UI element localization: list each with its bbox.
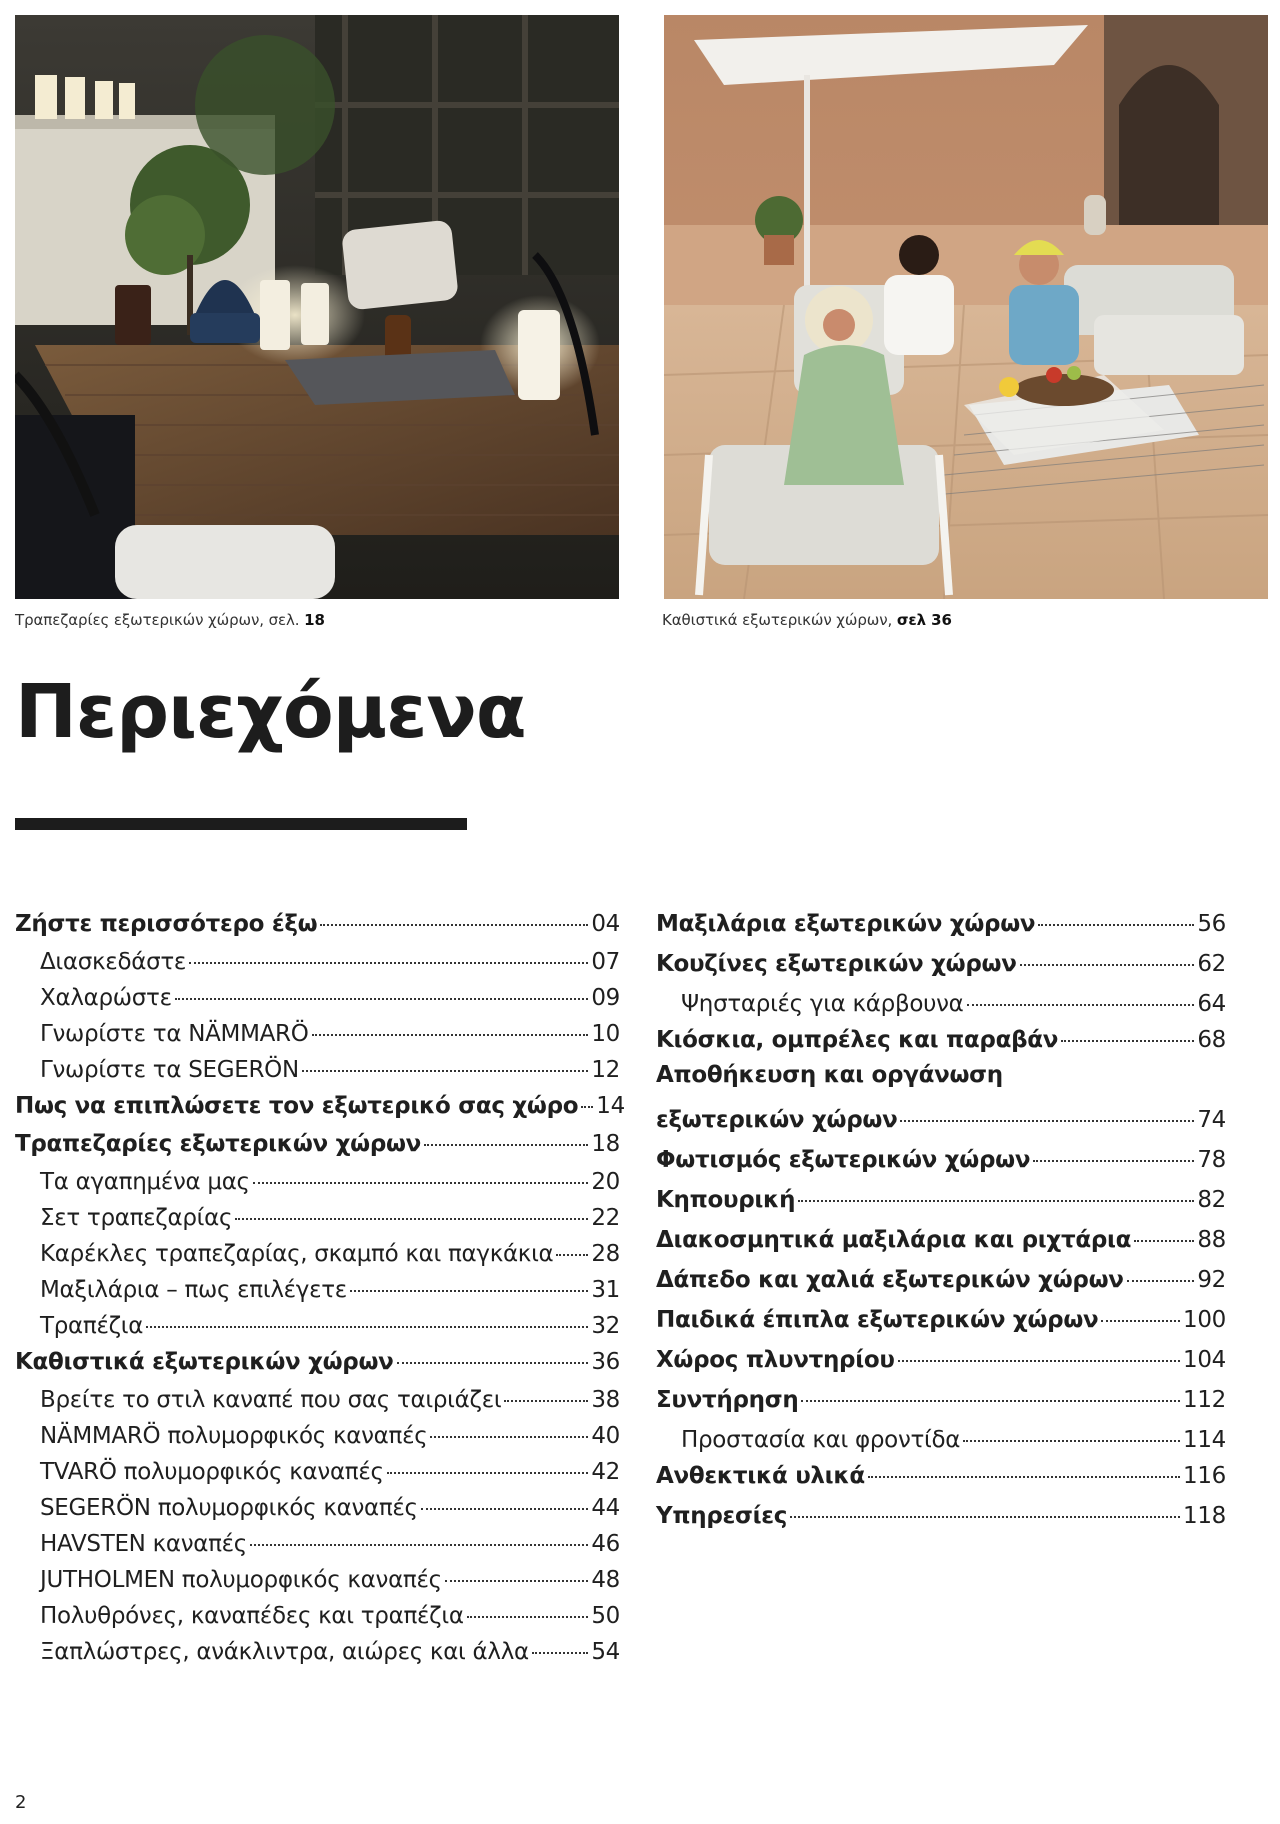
toc-entry-page: 64 (1197, 991, 1226, 1017)
toc-entry-page: 22 (591, 1205, 620, 1231)
toc-entry-page: 38 (591, 1387, 620, 1413)
toc-dot-leader (253, 1159, 589, 1184)
toc-entry-page: 31 (591, 1277, 620, 1303)
table-of-contents-left (15, 906, 625, 1670)
toc-dot-leader (1061, 1017, 1194, 1042)
toc-entry-page: 04 (591, 911, 620, 937)
toc-entry-label: Διασκεδάστε (40, 949, 187, 975)
toc-dot-leader (868, 1453, 1180, 1478)
toc-entry[interactable] (656, 1498, 1226, 1538)
toc-dot-leader (963, 1417, 1180, 1442)
toc-entry-page: 104 (1183, 1347, 1226, 1373)
toc-entry-label: JUTHOLMEN πολυμορφικός καναπές (40, 1567, 442, 1593)
photo-caption-dining (15, 611, 325, 629)
toc-entry-page: 56 (1197, 911, 1226, 937)
toc-dot-leader (397, 1339, 589, 1364)
toc-dot-leader (532, 1629, 588, 1654)
toc-entry-label: Πολυθρόνες, καναπέδες και τραπέζια (40, 1603, 464, 1629)
toc-dot-leader (175, 975, 589, 1000)
toc-dot-leader (900, 1097, 1194, 1122)
toc-dot-leader (445, 1557, 589, 1582)
toc-entry-page: 07 (591, 949, 620, 975)
toc-dot-leader (581, 1083, 593, 1108)
page-title: Περιεχόμενα (15, 669, 526, 755)
toc-entry-label: Τραπέζια (40, 1313, 144, 1339)
toc-entry-label: Ζήστε περισσότερο έξω (15, 911, 318, 937)
toc-entry-label: Φωτισμός εξωτερικών χώρων (656, 1147, 1031, 1173)
toc-dot-leader (424, 1121, 588, 1146)
toc-entry[interactable] (656, 1222, 1226, 1262)
toc-entry-page: 82 (1197, 1187, 1226, 1213)
toc-entry-page: 42 (591, 1459, 620, 1485)
toc-entry-page: 54 (591, 1639, 620, 1665)
toc-entry-label: Γνωρίστε τα SEGERÖN (40, 1057, 299, 1083)
toc-entry-label: Χώρος πλυντηρίου (656, 1347, 895, 1373)
toc-entry[interactable] (656, 1022, 1226, 1062)
toc-dot-leader (312, 1011, 589, 1036)
toc-entry[interactable] (656, 1262, 1226, 1302)
caption-page: 18 (304, 611, 325, 629)
toc-entry-label: Βρείτε το στιλ καναπέ που σας ταιριάζει (40, 1387, 502, 1413)
toc-entry-label: εξωτερικών χώρων (656, 1107, 898, 1133)
toc-entry-label: Κιόσκια, ομπρέλες και παραβάν (656, 1027, 1059, 1053)
toc-entry-page: 28 (591, 1241, 620, 1267)
toc-dot-leader (467, 1593, 589, 1618)
toc-dot-leader (1038, 901, 1194, 926)
toc-entry[interactable] (656, 946, 1226, 986)
table-of-contents-right (656, 906, 1226, 1538)
toc-entry-label: Δάπεδο και χαλιά εξωτερικών χώρων (656, 1267, 1124, 1293)
toc-dot-leader (898, 1337, 1180, 1362)
toc-entry-label: Συντήρηση (656, 1387, 799, 1413)
toc-entry-label: Χαλαρώστε (40, 985, 172, 1011)
toc-entry-page: 48 (591, 1567, 620, 1593)
toc-entry[interactable] (15, 1598, 620, 1634)
toc-entry-label: Γνωρίστε τα NÄMMARÖ (40, 1021, 309, 1047)
toc-dot-leader (1033, 1137, 1194, 1162)
toc-entry-page: 14 (596, 1093, 625, 1119)
toc-entry-page: 50 (591, 1603, 620, 1629)
toc-dot-leader (1134, 1217, 1194, 1242)
toc-entry-page: 10 (591, 1021, 620, 1047)
toc-entry[interactable] (656, 906, 1226, 946)
toc-entry-page: 68 (1197, 1027, 1226, 1053)
title-underline-rule (15, 818, 467, 830)
caption-page: σελ 36 (896, 611, 952, 629)
toc-dot-leader (350, 1267, 588, 1292)
toc-entry[interactable] (656, 1142, 1226, 1182)
toc-entry-page: 09 (591, 985, 620, 1011)
toc-entry-label: Αποθήκευση και οργάνωση (656, 1062, 1003, 1088)
toc-dot-leader (801, 1377, 1180, 1402)
toc-dot-leader (250, 1521, 588, 1546)
toc-entry-page: 112 (1183, 1387, 1226, 1413)
toc-entry-label: Μαξιλάρια εξωτερικών χώρων (656, 911, 1036, 937)
toc-entry-page: 36 (591, 1349, 620, 1375)
toc-entry-label: Υπηρεσίες (656, 1503, 788, 1529)
toc-entry-page: 100 (1183, 1307, 1226, 1333)
toc-dot-leader (146, 1303, 588, 1328)
toc-entry-page: 46 (591, 1531, 620, 1557)
toc-dot-leader (967, 981, 1195, 1006)
toc-entry-page: 44 (591, 1495, 620, 1521)
toc-entry-label: Κουζίνες εξωτερικών χώρων (656, 951, 1017, 977)
toc-dot-leader (798, 1177, 1194, 1202)
toc-entry[interactable] (656, 1458, 1226, 1498)
toc-entry-page: 20 (591, 1169, 620, 1195)
toc-entry-label: Ξαπλώστρες, ανάκλιντρα, αιώρες και άλλα (40, 1639, 529, 1665)
toc-dot-leader (1101, 1297, 1180, 1322)
toc-entry-page: 78 (1197, 1147, 1226, 1173)
toc-entry[interactable] (15, 1200, 620, 1236)
toc-entry-label: Προστασία και φροντίδα (681, 1427, 961, 1453)
toc-dot-leader (235, 1195, 588, 1220)
photo-caption-lounge (662, 611, 952, 629)
toc-entry-label: TVARÖ πολυμορφικός καναπές (40, 1459, 384, 1485)
toc-entry-label: Τραπεζαρίες εξωτερικών χώρων (15, 1131, 422, 1157)
toc-entry[interactable] (656, 1062, 1226, 1102)
toc-entry-label: Καρέκλες τραπεζαρίας, σκαμπό και παγκάκια (40, 1241, 554, 1267)
toc-entry-label: Σετ τραπεζαρίας (40, 1205, 233, 1231)
outdoor-lounge-photo (664, 15, 1268, 599)
toc-dot-leader (302, 1047, 588, 1072)
toc-dot-leader (504, 1377, 588, 1402)
page-number: 2 (15, 1792, 27, 1813)
toc-entry-page: 32 (591, 1313, 620, 1339)
toc-entry-page: 92 (1197, 1267, 1226, 1293)
toc-entry-page: 62 (1197, 951, 1226, 977)
toc-entry-label: NÄMMARÖ πολυμορφικός καναπές (40, 1423, 428, 1449)
toc-entry[interactable] (656, 1182, 1226, 1222)
outdoor-dining-photo (15, 15, 619, 599)
toc-entry[interactable] (15, 1634, 620, 1670)
toc-dot-leader (189, 939, 588, 964)
toc-entry-page: 116 (1183, 1463, 1226, 1489)
toc-dot-leader (1127, 1257, 1195, 1282)
toc-dot-leader (1020, 941, 1195, 966)
toc-entry-page: 88 (1197, 1227, 1226, 1253)
toc-entry[interactable] (15, 1052, 620, 1088)
toc-entry-label: Ανθεκτικά υλικά (656, 1463, 865, 1489)
toc-entry-label: Τα αγαπημένα μας (40, 1169, 250, 1195)
toc-entry-label: Μαξιλάρια – πως επιλέγετε (40, 1277, 347, 1303)
toc-entry-label: HAVSTEN καναπές (40, 1531, 247, 1557)
toc-entry-page: 18 (591, 1131, 620, 1157)
toc-dot-leader (790, 1493, 1180, 1518)
toc-dot-leader (387, 1449, 589, 1474)
caption-text: Τραπεζαρίες εξωτερικών χώρων, σελ. (15, 611, 305, 629)
toc-entry-label: Ψησταριές για κάρβουνα (681, 991, 964, 1017)
toc-entry-label: Κηπουρική (656, 1187, 796, 1213)
toc-entry-page: 74 (1197, 1107, 1226, 1133)
toc-dot-leader (320, 901, 588, 926)
toc-entry-label: Διακοσμητικά μαξιλάρια και ριχτάρια (656, 1227, 1132, 1253)
toc-entry-page: 40 (591, 1423, 620, 1449)
toc-entry[interactable] (656, 1302, 1226, 1342)
toc-dot-leader (421, 1485, 589, 1510)
toc-entry[interactable] (656, 1342, 1226, 1382)
toc-entry-page: 118 (1183, 1503, 1226, 1529)
toc-entry-label: Πως να επιπλώσετε τον εξωτερικό σας χώρο (15, 1093, 579, 1119)
toc-entry-label: Παιδικά έπιπλα εξωτερικών χώρων (656, 1307, 1099, 1333)
toc-entry[interactable] (656, 1382, 1226, 1422)
toc-dot-leader (430, 1413, 588, 1438)
toc-entry-label: SEGERÖN πολυμορφικός καναπές (40, 1495, 418, 1521)
toc-entry-page: 114 (1183, 1427, 1226, 1453)
toc-entry-label: Καθιστικά εξωτερικών χώρων (15, 1349, 394, 1375)
toc-entry[interactable] (656, 1102, 1226, 1142)
toc-dot-leader (556, 1231, 588, 1256)
toc-entry-page: 12 (591, 1057, 620, 1083)
caption-text: Καθιστικά εξωτερικών χώρων, (662, 611, 897, 629)
